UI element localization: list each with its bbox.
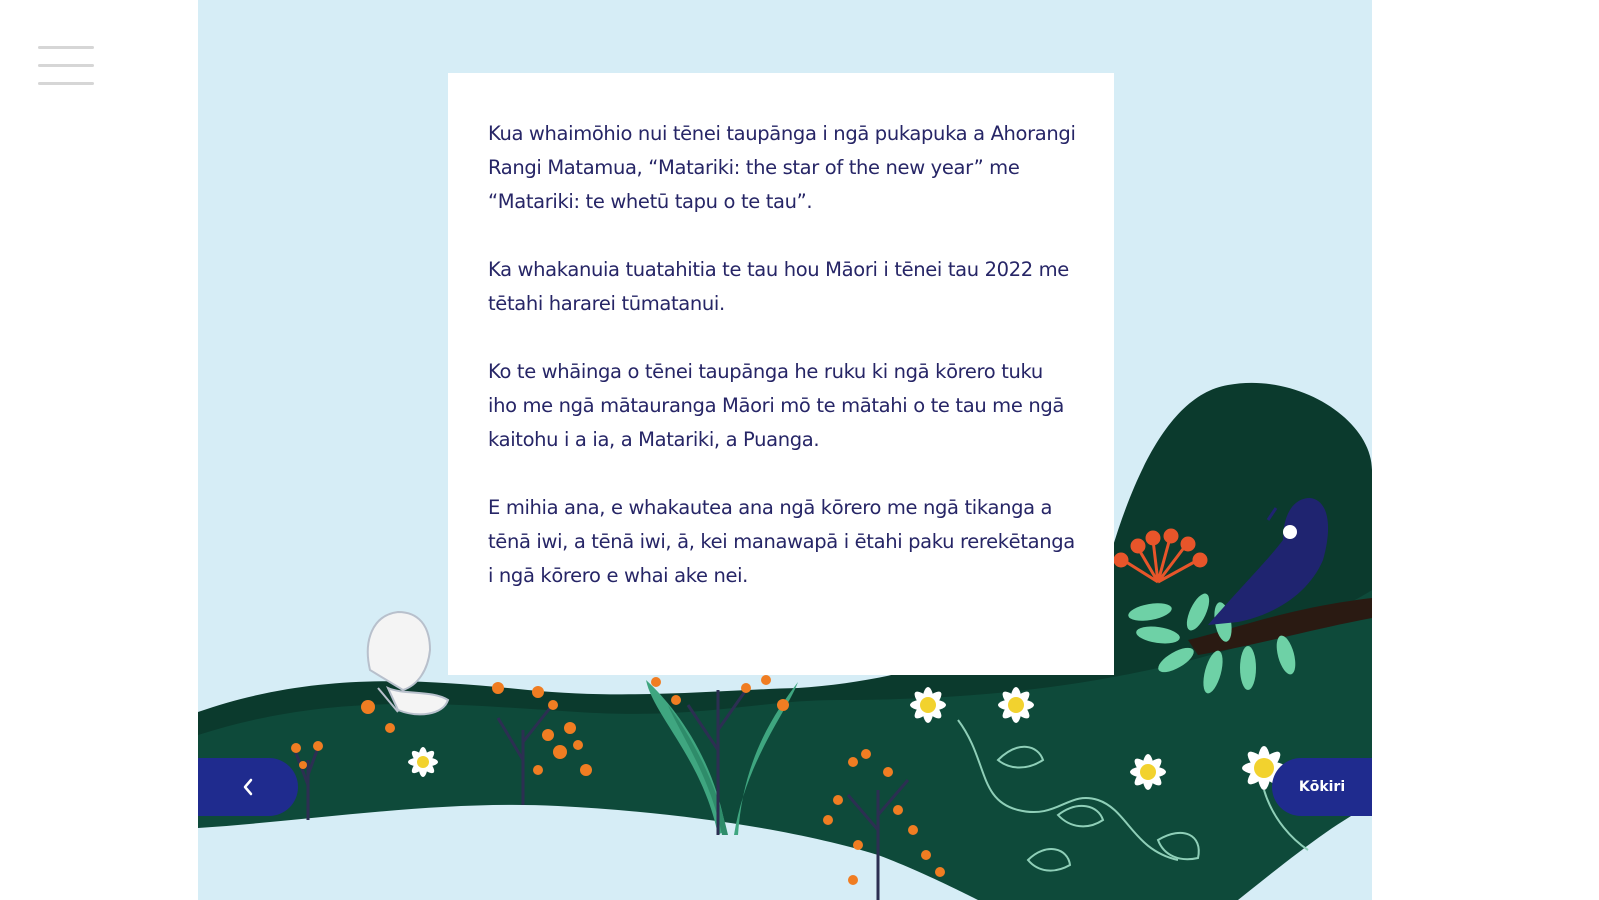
chevron-left-icon [241,777,255,797]
next-button-label: Kōkiri [1298,779,1346,795]
intro-slide [198,0,1372,900]
back-button[interactable] [198,758,298,816]
intro-paragraph: E mihia ana, e whakautea ana ngā kōrero me ngā tikanga a tēnā iwi, a tēnā iwi, ā, kei manawapā i ētahi paku rerekētanga i ngā kōrero e whai ake nei. [488,496,1075,587]
intro-text-card [448,73,1114,675]
intro-paragraph: Ko te whāinga o tēnei taupānga he ruku ki ngā kōrero tuku iho me ngā mātauranga Māori mō te mātahi o te tau me ngā kaitohu i a ia, a Matariki, a Puanga. [488,360,1064,451]
intro-paragraph: Ka whakanuia tuatahitia te tau hou Māori i tēnei tau 2022 me tētahi hararei tūmatanui. [488,258,1069,315]
next-button[interactable] [1272,758,1372,816]
hamburger-menu-icon [38,46,94,49]
hamburger-menu-button[interactable] [38,44,94,88]
intro-paragraph: Kua whaimōhio nui tēnei taupānga i ngā pukapuka a Ahorangi Rangi Matamua, “Matariki: the star of the new year” me “Matariki: te whetū tapu o te tau”. [488,122,1076,213]
